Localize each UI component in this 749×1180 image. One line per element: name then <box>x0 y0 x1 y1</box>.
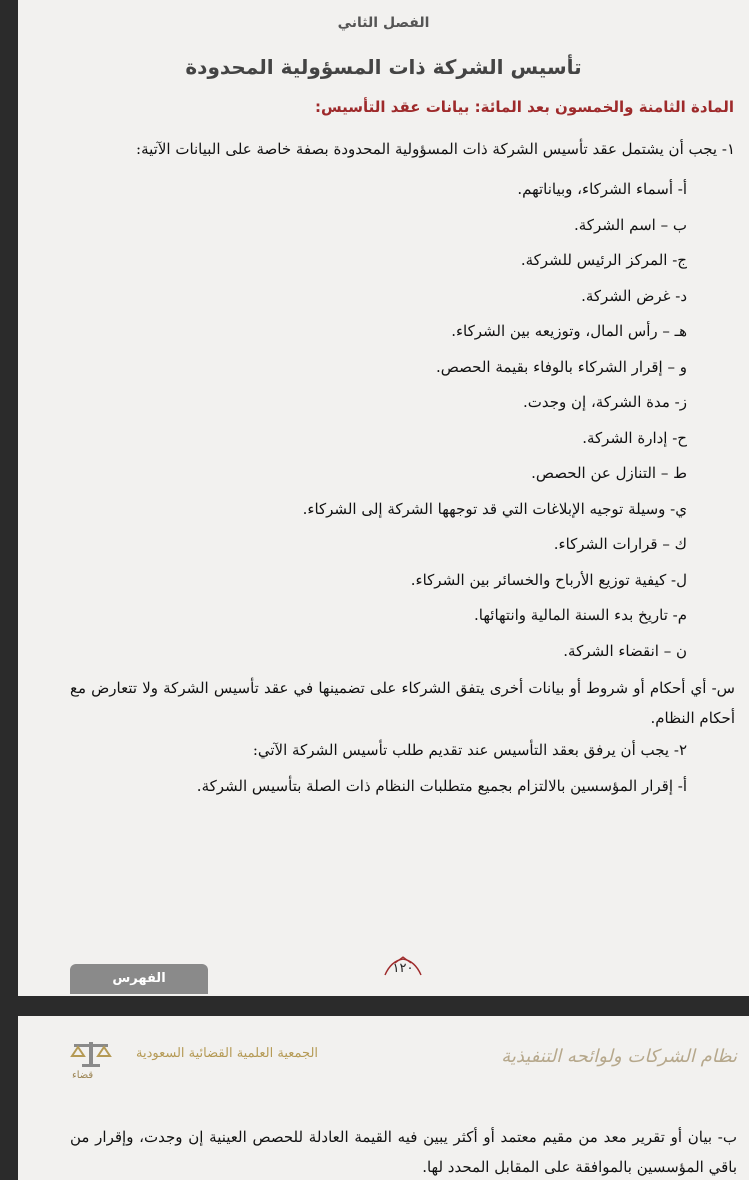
chapter-label: الفصل الثاني <box>337 15 430 31</box>
article-body <box>70 134 735 804</box>
book-title-logo: نظام الشركات ولوائحه التنفيذية <box>501 1046 737 1067</box>
index-button[interactable]: الفهرس <box>70 964 208 994</box>
list-item: ح- إدارة الشركة. <box>582 428 687 447</box>
list-item: ب – اسم الشركة. <box>574 215 687 234</box>
page-header <box>18 1028 749 1088</box>
list-item: ل- كيفية توزيع الأرباح والخسائر بين الشركاء. <box>410 570 687 589</box>
association-logo: الجمعية العلمية القضائية السعودية <box>136 1046 319 1061</box>
clause-1: ١- يجب أن يشتمل عقد تأسيس الشركة ذات المسؤولية المحدودة بصفة خاصة على البيانات الآتية: <box>136 140 735 158</box>
emblem-caption: قضاء <box>72 1070 94 1081</box>
page2-body <box>70 1122 737 1180</box>
item-s: س- أي أحكام أو شروط أو بيانات أخرى يتفق الشركاء على تضمينها في عقد تأسيس الشركة ولا تتعارض مع أحكام النظام. <box>70 679 735 727</box>
list-item: ي- وسيلة توجيه الإبلاغات التي قد توجهها الشركة إلى الشركاء. <box>302 499 687 518</box>
document-page-120 <box>18 0 749 996</box>
list-item: ك – قرارات الشركاء. <box>553 535 687 553</box>
list-item: د- غرض الشركة. <box>581 286 687 305</box>
clause-2-a: أ- إقرار المؤسسين بالالتزام بجميع متطلبات النظام ذات الصلة بتأسيس الشركة. <box>196 776 687 795</box>
item-b: ب- بيان أو تقرير معد من مقيم معتمد أو أكثر يبين فيه القيمة العادلة للحصص العينية إن وجدت، وإقرار من باقي المؤسسين بالموافقة على المقابل المحدد لها. <box>70 1128 737 1176</box>
list-item: هـ – رأس المال، وتوزيعه بين الشركاء. <box>451 322 687 340</box>
list-item: ط – التنازل عن الحصص. <box>531 464 687 482</box>
list-item: ن – انقضاء الشركة. <box>563 641 687 660</box>
article-heading: المادة الثامنة والخمسون بعد المائة: بيانات عقد التأسيس: <box>314 98 734 116</box>
document-page-next <box>18 1016 749 1180</box>
list-item: ز- مدة الشركة، إن وجدت. <box>522 393 687 411</box>
list-item: و – إقرار الشركاء بالوفاء بقيمة الحصص. <box>436 357 687 376</box>
list-item: أ- أسماء الشركاء، وبياناتهم. <box>517 180 687 198</box>
chapter-title: تأسيس الشركة ذات المسؤولية المحدودة <box>185 55 582 79</box>
list-item: م- تاريخ بدء السنة المالية وانتهائها. <box>474 606 687 624</box>
page-number: ١٢٠ <box>378 955 428 979</box>
clause-2: ٢- يجب أن يرفق بعقد التأسيس عند تقديم طلب تأسيس الشركة الآتي: <box>252 741 687 759</box>
scales-emblem-icon <box>68 1038 114 1070</box>
list-item: ج- المركز الرئيس للشركة. <box>520 251 687 269</box>
